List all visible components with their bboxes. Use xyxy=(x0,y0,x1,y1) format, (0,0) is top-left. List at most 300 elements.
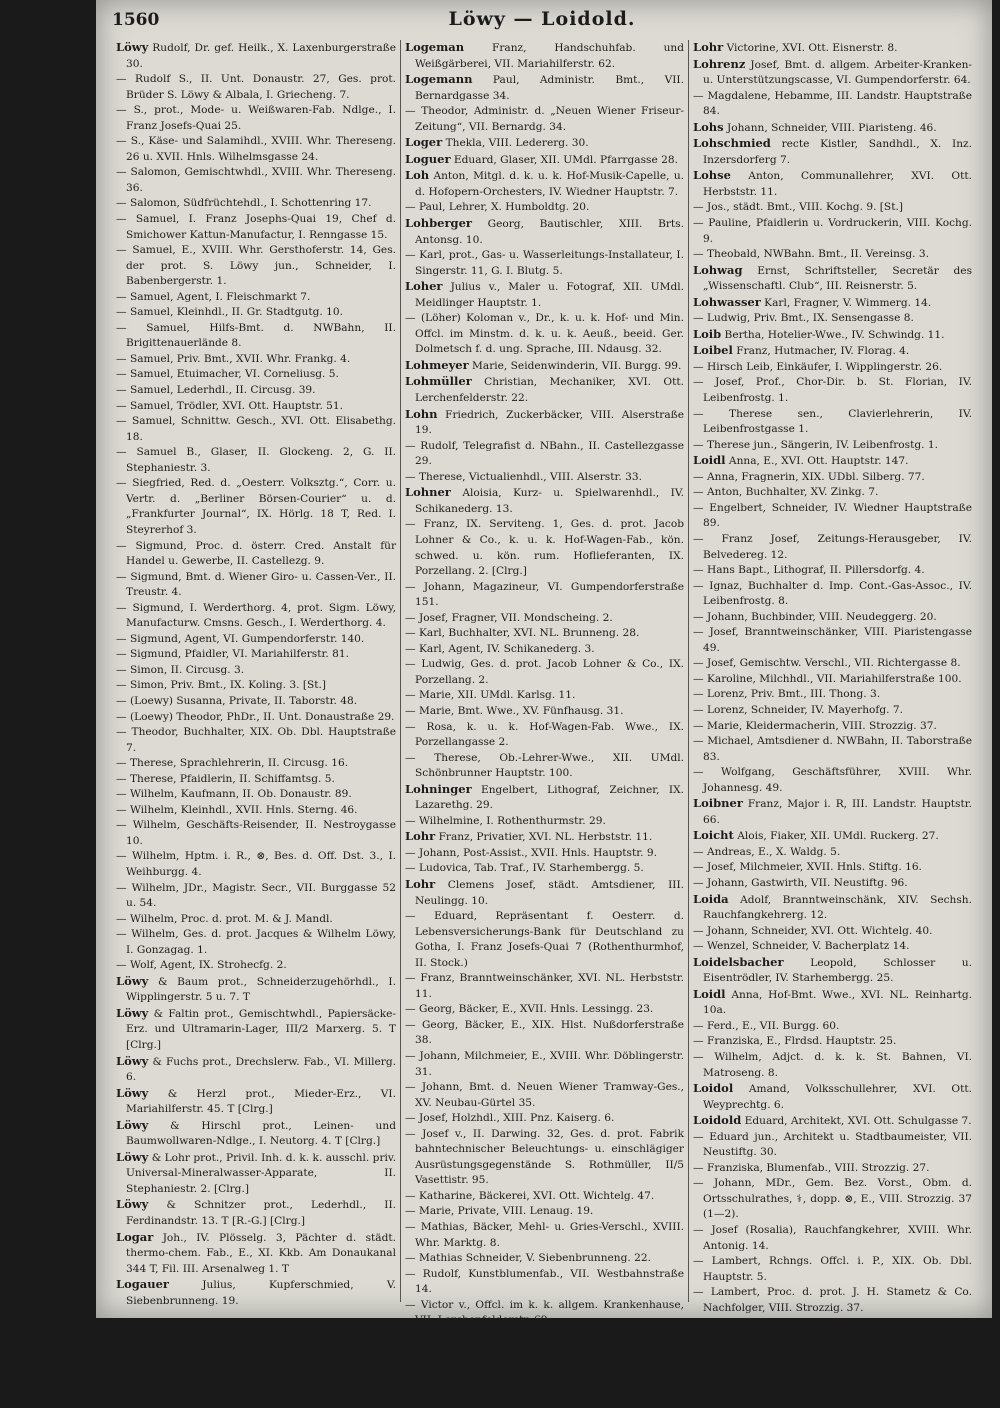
ditto-dash: — xyxy=(693,1177,704,1190)
entry-details: Engelbert, Schneider, IV. Wiedner Hauptstraße 89. xyxy=(703,501,973,530)
directory-entry xyxy=(116,881,396,912)
entry-details: Johann, MDr., Gem. Bez. Vorst., Obm. d. Ortsschulrathes, ⚕, dopp. ⊗, E., VIII. Strozzig. 37 (1—2). xyxy=(703,1177,972,1221)
entry-surname: Löwy xyxy=(116,1053,149,1068)
directory-entry xyxy=(405,1298,684,1329)
entry-surname: Lohs xyxy=(693,119,724,134)
directory-entry xyxy=(405,1111,684,1127)
entry-details: Julius v., Maler u. Fotograf, XII. UMdl. Meidlinger Hauptstr. 1. xyxy=(415,281,684,309)
directory-entry xyxy=(693,168,972,200)
directory-entry xyxy=(116,1086,396,1118)
entry-details: Johann, Bmt. d. Neuen Wiener Tramway-Ges., XV. Neubau-Gürtel 35. xyxy=(415,1081,685,1109)
entry-surname: Lohwasser xyxy=(693,294,761,309)
ditto-dash: — xyxy=(116,601,127,614)
directory-entry xyxy=(405,135,684,152)
ditto-dash: — xyxy=(693,1161,704,1174)
entry-details: Rudolf, Kunstblumenfab., VII. Westbahnstraße 14. xyxy=(415,1267,684,1296)
directory-entry xyxy=(405,704,684,720)
directory-entry xyxy=(405,374,684,406)
directory-entry xyxy=(116,632,396,648)
entry-details: Siegfried, Red. d. „Oesterr. Volksztg.“, Corr. u. Vertr. d. „Berliner Börsen-Courier“ u. d. „Frankfurter Journal“, IX. Hörlg. 18 T, Red. I. Steyrerhof 3. xyxy=(126,477,396,536)
directory-entry xyxy=(405,814,684,830)
directory-entry xyxy=(693,955,972,987)
entry-details: Wilhelm, Geschäfts-Reisender, II. Nestroygasse 10. xyxy=(126,819,396,847)
directory-entry xyxy=(693,734,972,765)
entry-details: Ferd., E., VII. Burgg. 60. xyxy=(706,1019,840,1032)
directory-entry xyxy=(405,751,684,782)
entry-details: & Herzl prot., Mieder-Erz., VI. Mariahilferstr. 45. T [Clrg.] xyxy=(126,1087,396,1116)
directory-entry xyxy=(405,1220,684,1251)
directory-entry xyxy=(693,311,972,327)
ditto-dash: — xyxy=(693,248,704,261)
directory-entry xyxy=(405,861,684,877)
entry-details: Eduard, Repräsentant f. Oesterr. d. Lebensversicherungs-Bank für Deutschland zu Gotha, I. Franz Josefs-Quai 7 (Rothenthurmhof, II. Stock.) xyxy=(415,910,684,969)
ditto-dash: — xyxy=(405,105,416,118)
directory-entry xyxy=(405,829,684,846)
entry-details: & Baum prot., Schneiderzugehörhdl., I. Wipplingerstr. 5 u. 7. T xyxy=(126,975,396,1004)
entry-details: Simon, II. Circusg. 3. xyxy=(129,663,245,676)
ditto-dash: — xyxy=(405,1081,416,1094)
ditto-dash: — xyxy=(116,881,127,894)
entry-details: Magdalene, Hebamme, III. Landstr. Hauptstraße 84. xyxy=(703,89,972,118)
ditto-dash: — xyxy=(693,1255,704,1268)
ditto-dash: — xyxy=(116,663,127,676)
directory-entry xyxy=(693,1285,972,1316)
directory-entry xyxy=(693,263,972,295)
page-title: Löwy — Loidold. xyxy=(448,8,636,30)
ditto-dash: — xyxy=(116,104,127,117)
ditto-dash: — xyxy=(693,735,704,748)
ditto-dash: — xyxy=(693,360,704,373)
entry-details: Wilhelmine, I. Rothenthurmstr. 29. xyxy=(418,814,606,827)
entry-details: Wilhelm, Kleinhdl., XVII. Hnls. Sterng. 46. xyxy=(129,803,358,816)
entry-details: Karl, prot., Gas- u. Wasserleitungs-Installateur, I. Singerstr. 11, G. I. Blutg. 5. xyxy=(415,249,684,277)
directory-entry xyxy=(116,212,396,243)
entry-details: Amand, Volksschullehrer, XVI. Ott. Weyprechtg. 6. xyxy=(703,1083,973,1111)
directory-entry xyxy=(693,360,972,376)
entry-details: Lorenz, Schneider, IV. Mayerhofg. 7. xyxy=(706,703,903,716)
entry-surname: Lohse xyxy=(693,168,731,183)
ditto-dash: — xyxy=(405,720,416,733)
ditto-dash: — xyxy=(693,470,704,483)
entry-details: Marie, Seidenwinderin, VII. Burgg. 99. xyxy=(472,359,682,372)
directory-entry xyxy=(405,40,684,72)
directory-entry xyxy=(693,1113,972,1130)
directory-entry xyxy=(693,343,972,360)
entry-details: Andreas, E., X. Waldg. 5. xyxy=(706,845,841,858)
entry-details: Franz, Branntweinschänker, XVI. NL. Herbststr. 11. xyxy=(415,972,684,1000)
ditto-dash: — xyxy=(405,1221,416,1234)
entry-details: Theobald, NWBahn. Bmt., II. Vereinsg. 3. xyxy=(706,248,929,261)
ditto-dash: — xyxy=(405,1127,416,1140)
entry-details: Josef, Prof., Chor-Dir. b. St. Florian, IV. Leibenfrostg. 1. xyxy=(703,376,972,405)
directory-entry xyxy=(693,1223,972,1254)
entry-surname: Logeman xyxy=(405,40,465,54)
entry-surname: Loib xyxy=(693,326,722,341)
directory-entry xyxy=(693,672,972,688)
directory-entry xyxy=(405,72,684,104)
entry-details: Wilhelm, Proc. d. prot. M. & J. Mandl. xyxy=(129,912,333,925)
ditto-dash: — xyxy=(693,703,704,716)
entry-details: Samuel, I. Franz Josephs-Quai 19, Chef d. Smichower Kattun-Manufactur, I. Renngasse 15. xyxy=(126,213,396,241)
entry-details: Johann, Gastwirth, VII. Neustiftg. 96. xyxy=(706,876,908,889)
directory-entry xyxy=(693,765,972,796)
directory-entry xyxy=(405,248,684,279)
entry-details: Victorine, XVI. Ott. Eisnerstr. 8. xyxy=(726,42,898,54)
directory-entry xyxy=(405,168,684,200)
entry-details: Ernst, Schriftsteller, Secretär des „Wissenschaftl. Club“, III. Reisnerstr. 5. xyxy=(703,264,972,293)
directory-entry xyxy=(693,485,972,501)
column-2 xyxy=(400,40,688,1327)
ditto-dash: — xyxy=(693,501,704,514)
directory-entry xyxy=(405,1189,684,1205)
directory-entry xyxy=(693,1081,972,1113)
directory-entry xyxy=(693,327,972,344)
entry-details: Bertha, Hotelier-Wwe., IV. Schwindg. 11. xyxy=(724,328,945,341)
directory-entry xyxy=(693,656,972,672)
directory-entry xyxy=(693,501,972,532)
directory-entry xyxy=(116,399,396,415)
directory-entry xyxy=(116,725,396,756)
entry-details: Rosa, k. u. k. Hof-Wagen-Fab. Wwe., IX. Porzellangasse 2. xyxy=(415,720,684,749)
entry-details: Marie, Kleidermacherin, VIII. Strozzig. 37. xyxy=(706,719,937,732)
entry-details: Simon, Priv. Bmt., IX. Koling. 3. [St.] xyxy=(129,679,327,692)
entry-surname: Lohninger xyxy=(405,781,472,796)
entry-surname: Löwy xyxy=(116,1117,149,1132)
ditto-dash: — xyxy=(405,580,416,593)
entry-details: Rudolf, Dr. gef. Heilk., X. Laxenburgerstraße 30. xyxy=(126,42,396,70)
directory-entry xyxy=(693,57,972,89)
entry-details: Georg, Bäcker, E., XIX. Hlst. Nußdorferstraße 38. xyxy=(415,1018,684,1047)
directory-entry xyxy=(116,243,396,290)
entry-details: Samuel, Schnittw. Gesch., XVI. Ott. Elisabethg. 18. xyxy=(126,415,396,443)
ditto-dash: — xyxy=(693,610,704,623)
entry-details: Sigmund, Pfaidler, VI. Mariahilferstr. 81. xyxy=(129,648,349,661)
entry-details: Johann, Post-Assist., XVII. Hnls. Hauptstr. 9. xyxy=(418,846,657,859)
directory-entry xyxy=(116,912,396,928)
entry-surname: Löwy xyxy=(116,40,149,54)
ditto-dash: — xyxy=(693,1019,704,1032)
entry-details: Adolf, Branntweinschänk, XIV. Sechsh. Rauchfangkehrerg. 12. xyxy=(703,893,972,922)
entry-surname: Logauer xyxy=(116,1277,169,1292)
entry-details: Wilhelm, JDr., Magistr. Secr., VII. Burggasse 52 u. 54. xyxy=(126,881,396,910)
entry-details: Therese, Pfaidlerin, II. Schiffamtsg. 5. xyxy=(129,772,335,785)
ditto-dash: — xyxy=(116,803,127,816)
entry-details: Josef (Rosalia), Rauchfangkehrer, XVIII. Whr. Antonig. 14. xyxy=(703,1224,973,1252)
entry-surname: Loibel xyxy=(693,343,733,358)
ditto-dash: — xyxy=(693,312,704,325)
ditto-dash: — xyxy=(405,1252,416,1265)
ditto-dash: — xyxy=(693,766,704,779)
ditto-dash: — xyxy=(116,570,127,583)
entry-details: Victor v., Offcl. im k. k. allgem. Krankenhause, VII. Lerchenfelderstr. 69. xyxy=(415,1298,684,1327)
directory-entry xyxy=(693,375,972,406)
entry-details: Josef, Branntweinschänker, VIII. Piaristengasse 49. xyxy=(703,626,972,654)
ditto-dash: — xyxy=(405,1003,416,1016)
directory-entry xyxy=(116,647,396,663)
directory-entry xyxy=(116,974,396,1006)
entry-details: Karl, Buchhalter, XVI. NL. Brunneng. 28. xyxy=(418,627,640,640)
directory-entry xyxy=(405,580,684,611)
directory-entry xyxy=(116,305,396,321)
directory-entry xyxy=(116,1118,396,1150)
entry-details: Mathias, Bäcker, Mehl- u. Gries-Verschl., XVIII. Whr. Marktg. 8. xyxy=(415,1221,685,1249)
entry-details: Franz, Handschuhfab. und Weißgärberei, VII. Mariahilferstr. 62. xyxy=(415,42,684,70)
ditto-dash: — xyxy=(116,726,127,739)
ditto-dash: — xyxy=(405,846,416,859)
entry-details: Salomon, Gemischtwhdl., XVIII. Whr. Thereseng. 36. xyxy=(126,166,396,194)
directory-entry xyxy=(116,1277,396,1309)
ditto-dash: — xyxy=(405,814,416,827)
entry-details: Karoline, Milchhdl., VII. Mariahilferstraße 100. xyxy=(706,672,962,685)
directory-entry xyxy=(693,1050,972,1081)
directory-entry xyxy=(693,200,972,216)
entry-details: Anton, Buchhalter, XV. Zinkg. 7. xyxy=(706,486,879,499)
entry-details: Hans Bapt., Lithograf, II. Pillersdorfg. 4. xyxy=(706,564,925,577)
directory-entry xyxy=(116,367,396,383)
directory-entry xyxy=(116,321,396,352)
directory-entry xyxy=(693,625,972,656)
entry-details: Jos., städt. Bmt., VIII. Kochg. 9. [St.] xyxy=(706,201,903,214)
entry-details: & Faltin prot., Gemischtwhdl., Papiersäcke-Erz. und Ultramarin-Lager, III/2 Marxerg. 5. T [Clrg.] xyxy=(126,1007,396,1051)
entry-details: Therese, Sprachlehrerin, II. Circusg. 16. xyxy=(129,757,349,770)
directory-entry xyxy=(693,892,972,924)
directory-entry xyxy=(405,152,684,169)
entry-surname: Loguer xyxy=(405,151,451,166)
page-number: 1560 xyxy=(112,10,160,30)
entry-details: (Loewy) Susanna, Private, II. Taborstr. 48. xyxy=(129,694,358,707)
entry-details: Sigmund, Agent, VI. Gumpendorferstr. 140. xyxy=(129,632,365,645)
directory-entry xyxy=(116,787,396,803)
entry-surname: Loidl xyxy=(693,986,726,1001)
ditto-dash: — xyxy=(405,249,416,262)
entry-surname: Loicht xyxy=(693,828,734,843)
ditto-dash: — xyxy=(405,1112,416,1125)
entry-details: Georg, Bäcker, E., XVII. Hnls. Lessingg. 23. xyxy=(418,1003,654,1016)
ditto-dash: — xyxy=(693,1051,704,1063)
ditto-dash: — xyxy=(693,564,704,577)
ditto-dash: — xyxy=(405,1267,416,1280)
ditto-dash: — xyxy=(405,518,416,531)
entry-details: Wolf, Agent, IX. Strohecfg. 2. xyxy=(129,959,287,972)
ditto-dash: — xyxy=(116,648,127,661)
directory-entry xyxy=(405,782,684,814)
directory-entry xyxy=(405,846,684,862)
entry-surname: Logar xyxy=(116,1229,154,1244)
entry-details: Wilhelm, Ges. d. prot. Jacques & Wilhelm Löwy, I. Gonzagag. 1. xyxy=(126,928,396,956)
column-3 xyxy=(688,40,976,1314)
ditto-dash: — xyxy=(116,352,127,365)
ditto-dash: — xyxy=(116,850,127,863)
entry-details: Ludovica, Tab. Traf., IV. Starhembergg. 5. xyxy=(418,862,644,875)
entry-details: Franz, Hutmacher, IV. Florag. 4. xyxy=(736,345,910,358)
directory-entry xyxy=(693,120,972,137)
entry-details: Sigmund, Bmt. d. Wiener Giro- u. Cassen-Ver., II. Treustr. 4. xyxy=(126,570,396,599)
entry-details: Samuel, Trödler, XVI. Ott. Hauptstr. 51. xyxy=(129,399,344,412)
entry-details: Lorenz, Priv. Bmt., III. Thong. 3. xyxy=(706,688,881,701)
ditto-dash: — xyxy=(693,1224,704,1237)
entry-surname: Löwy xyxy=(116,973,149,988)
directory-entry xyxy=(116,290,396,306)
ditto-dash: — xyxy=(405,642,416,655)
directory-entry xyxy=(693,828,972,845)
directory-entry xyxy=(693,563,972,579)
entry-surname: Lohberger xyxy=(405,216,472,231)
ditto-dash: — xyxy=(116,679,127,692)
directory-entry xyxy=(693,1034,972,1050)
directory-entry xyxy=(693,796,972,828)
entry-details: Theodor, Administr. d. „Neuen Wiener Friseur-Zeitung“, VII. Bernardg. 34. xyxy=(415,105,684,133)
directory-entry xyxy=(693,719,972,735)
entry-details: Samuel, Hilfs-Bmt. d. NWBahn, II. Brigittenauerlände 8. xyxy=(126,321,396,350)
entry-details: Thekla, VIII. Ledererg. 30. xyxy=(445,137,589,150)
entry-details: Franziska, Blumenfab., VIII. Strozzig. 27. xyxy=(706,1161,930,1174)
ditto-dash: — xyxy=(693,1286,704,1299)
directory-entry xyxy=(116,40,396,72)
entry-details: Julius, Kupferschmied, V. Siebenbrunneng. 19. xyxy=(126,1279,396,1307)
entry-details: Eduard, Architekt, XVI. Ott. Schulgasse 7. xyxy=(744,1115,972,1128)
entry-details: (Löher) Koloman v., Dr., k. u. k. Hof- und Min. Offcl. im Minstm. d. k. u. k. Aeuß., beeid. Ger. Dolmetsch f. d. ung. Sprache, III. Ndausg. 32. xyxy=(415,312,685,356)
directory-entry xyxy=(405,104,684,135)
entry-details: & Fuchs prot., Drechslerw. Fab., VI. Millerg. 6. xyxy=(126,1055,397,1084)
ditto-dash: — xyxy=(116,290,127,303)
ditto-dash: — xyxy=(116,788,127,801)
entry-details: Pauline, Pfaidlerin u. Vordruckerin, VIII. Kochg. 9. xyxy=(703,217,972,245)
entry-surname: Loidold xyxy=(693,1113,742,1128)
entry-details: Josef, Holzhdl., XIII. Pnz. Kaiserg. 6. xyxy=(418,1112,615,1125)
directory-entry xyxy=(116,663,396,679)
directory-entry xyxy=(405,200,684,216)
ditto-dash: — xyxy=(405,1018,416,1031)
directory-entry xyxy=(693,453,972,470)
directory-entry xyxy=(405,1018,684,1049)
entry-surname: Löwy xyxy=(116,1005,149,1020)
entry-details: Michael, Amtsdiener d. NWBahn, II. Taborstraße 83. xyxy=(703,735,972,763)
ditto-dash: — xyxy=(405,611,416,624)
entry-details: Karl, Agent, IV. Schikanederg. 3. xyxy=(418,642,595,655)
entry-surname: Loidol xyxy=(693,1081,734,1096)
entry-details: Joh., IV. Plösselg. 3, Pächter d. städt. thermo-chem. Fab., E., XI. Kkb. Am Donaukanal 344 T, Fil. III. Arsenalweg 1. T xyxy=(126,1231,396,1275)
directory-entry xyxy=(693,924,972,940)
directory-entry xyxy=(405,720,684,751)
entry-details: Mathias Schneider, V. Siebenbrunneng. 22. xyxy=(418,1252,651,1265)
directory-entry xyxy=(405,626,684,642)
entry-details: Paul, Administr. Bmt., VII. Bernardgasse 34. xyxy=(415,74,684,102)
ditto-dash: — xyxy=(116,694,127,707)
entry-details: Rudolf, Telegrafist d. NBahn., II. Castellezgasse 29. xyxy=(415,439,684,468)
entry-surname: Loidelsbacher xyxy=(693,954,784,969)
ditto-dash: — xyxy=(116,539,127,552)
ditto-dash: — xyxy=(405,627,416,640)
entry-details: Wilhelm, Adjct. d. k. k. St. Bahnen, VI. Matroseng. 8. xyxy=(703,1051,972,1079)
directory-entry xyxy=(116,710,396,726)
entry-surname: Lohn xyxy=(405,406,438,421)
entry-details: Samuel, Etuimacher, VI. Corneliusg. 5. xyxy=(129,368,339,381)
entry-details: Samuel B., Glaser, II. Glockeng. 2, G. II. Stephaniestr. 3. xyxy=(126,446,397,474)
directory-entry xyxy=(693,1254,972,1285)
entry-surname: Loidl xyxy=(693,453,726,468)
entry-surname: Löwy xyxy=(116,1197,149,1212)
directory-entry xyxy=(116,476,396,538)
ditto-dash: — xyxy=(405,1189,416,1202)
directory-entry xyxy=(405,470,684,486)
directory-entry xyxy=(405,279,684,311)
directory-entry xyxy=(693,939,972,955)
entry-details: Theodor, Buchhalter, XIX. Ob. Dbl. Hauptstraße 7. xyxy=(126,726,396,754)
ditto-dash: — xyxy=(405,658,416,671)
ditto-dash: — xyxy=(405,439,416,452)
ditto-dash: — xyxy=(693,861,704,874)
directory-entry xyxy=(693,845,972,861)
entry-details: recte Kistler, Sandhdl., X. Inz. Inzersdorferg 7. xyxy=(703,138,972,166)
ditto-dash: — xyxy=(116,213,127,226)
entry-surname: Lohr xyxy=(405,876,436,891)
directory-entry xyxy=(693,295,972,312)
entry-surname: Loger xyxy=(405,135,443,150)
ditto-dash: — xyxy=(116,710,127,723)
entry-details: Christian, Mechaniker, XVI. Ott. Lerchenfelderstr. 22. xyxy=(415,376,684,405)
directory-entry xyxy=(116,678,396,694)
directory-entry xyxy=(116,849,396,880)
directory-entry xyxy=(693,987,972,1019)
entry-details: Eduard, Glaser, XII. UMdl. Pfarrgasse 28. xyxy=(453,153,678,166)
entry-details: Paul, Lehrer, X. Humboldtg. 20. xyxy=(418,201,590,214)
ditto-dash: — xyxy=(116,384,127,397)
directory-entry xyxy=(405,877,684,909)
directory-entry xyxy=(693,247,972,263)
entry-details: Johann, Magazineur, VI. Gumpendorferstraße 151. xyxy=(415,580,684,609)
entry-details: Therese sen., Clavierlehrerin, IV. Leibenfrostgasse 1. xyxy=(703,407,972,436)
directory-entry xyxy=(405,407,684,439)
entry-details: Samuel, Agent, I. Fleischmarkt 7. xyxy=(129,290,311,303)
ditto-dash: — xyxy=(405,751,416,764)
entry-details: Samuel, Priv. Bmt., XVII. Whr. Frankg. 4. xyxy=(129,352,351,365)
ditto-dash: — xyxy=(405,1298,416,1311)
entry-details: Franziska, E., Flrdsd. Hauptstr. 25. xyxy=(706,1035,897,1048)
entry-details: & Lohr prot., Privil. Inh. d. k. k. ausschl. priv. Universal-Mineralwasser-Apparate, II. Stephaniestr. 2. [Clrg.] xyxy=(126,1151,397,1195)
entry-details: Johann, Schneider, VIII. Piaristeng. 46. xyxy=(726,121,937,134)
ditto-dash: — xyxy=(116,446,127,459)
entry-surname: Lohr xyxy=(405,829,436,844)
ditto-dash: — xyxy=(116,772,127,785)
directory-entry xyxy=(116,570,396,601)
entry-surname: Lohschmied xyxy=(693,136,771,151)
ditto-dash: — xyxy=(405,1205,416,1218)
ditto-dash: — xyxy=(693,217,704,230)
entry-details: Sigmund, Proc. d. österr. Cred. Anstalt für Handel u. Gewerbe, II. Castellezg. 9. xyxy=(126,539,397,568)
directory-entry xyxy=(405,1002,684,1018)
directory-entry xyxy=(116,383,396,399)
directory-entry xyxy=(405,611,684,627)
entry-details: Sigmund, I. Werderthorg. 4, prot. Sigm. Löwy, Manufacturw. Cmsns. Gesch., I. Werderthorg. 4. xyxy=(126,601,396,630)
entry-details: S., prot., Mode- u. Weißwaren-Fab. Ndlge., I. Franz Josefs-Quai 25. xyxy=(126,104,396,132)
entry-details: Josef, Fragner, VII. Mondscheing. 2. xyxy=(418,611,613,624)
directory-entry xyxy=(693,407,972,438)
ditto-dash: — xyxy=(693,532,704,545)
ditto-dash: — xyxy=(405,312,416,325)
entry-surname: Lohmüller xyxy=(405,374,472,389)
entry-surname: Loida xyxy=(693,891,729,906)
entry-details: Johann, Buchbinder, VIII. Neudeggerg. 20. xyxy=(706,610,937,623)
ditto-dash: — xyxy=(693,1035,704,1048)
directory-entry xyxy=(693,1176,972,1223)
ditto-dash: — xyxy=(693,657,704,670)
ditto-dash: — xyxy=(116,477,127,490)
entry-surname: Logemann xyxy=(405,72,473,87)
directory-entry xyxy=(405,642,684,658)
ditto-dash: — xyxy=(693,438,704,451)
directory-entry xyxy=(693,89,972,120)
entry-details: Georg, Bautischler, XIII. Brts. Antonsg. 10. xyxy=(415,218,684,246)
